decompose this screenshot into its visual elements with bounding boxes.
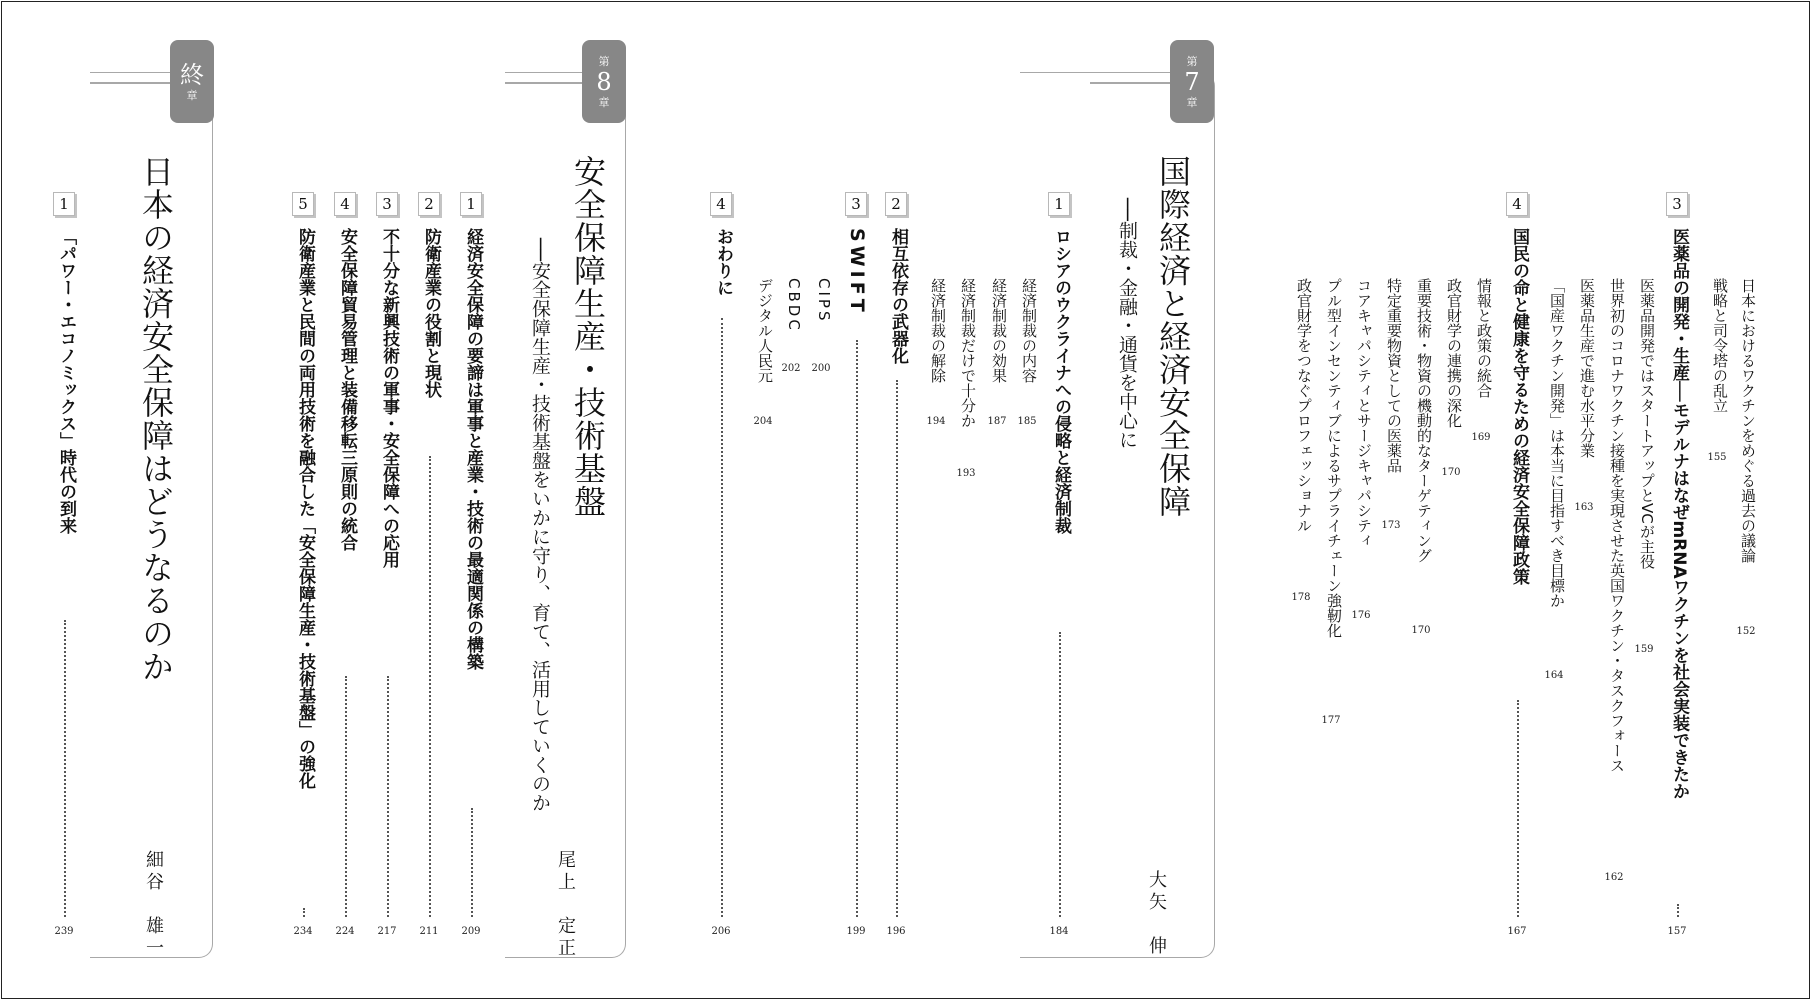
section-item[interactable]: 経済制裁の内容	[1020, 278, 1038, 383]
section-item[interactable]: 政官財学の連携の深化	[1445, 278, 1463, 428]
chapter-8-author: 尾上 定正	[555, 850, 576, 960]
section-number: 5	[292, 192, 314, 216]
page-number: 185	[1017, 416, 1037, 427]
section-item[interactable]: 経済制裁だけで十分か	[959, 278, 977, 428]
page-number: 196	[886, 926, 906, 937]
section-number: 2	[885, 192, 907, 216]
leader-dots	[429, 456, 431, 917]
section-title[interactable]: 防衛産業の役割と現状	[421, 228, 441, 398]
section-item[interactable]: 「国産ワクチン開発」は本当に目指すべき目標か	[1548, 278, 1566, 608]
section-item[interactable]: CIPS	[815, 278, 833, 324]
section-item[interactable]: 情報と政策の統合	[1475, 278, 1493, 398]
section-title[interactable]: 安全保障貿易管理と装備移転三原則の統合	[337, 228, 357, 551]
page-number: 202	[781, 363, 801, 374]
section-number: 4	[710, 192, 732, 216]
section-title[interactable]: 「パワー・エコノミックス」時代の到来	[56, 228, 76, 534]
section-item[interactable]: 経済制裁の効果	[990, 278, 1008, 383]
chapter-tab-suffix: 章	[186, 89, 198, 102]
chapter-tab-suffix: 章	[1186, 95, 1198, 109]
section-item[interactable]: コアキャパシティとサージキャパシティ	[1355, 278, 1373, 548]
section-item[interactable]: デジタル人民元	[756, 278, 774, 383]
chapter-7-author: 大矢 伸	[1146, 870, 1167, 958]
section-title[interactable]: 不十分な新興技術の軍事・安全保障への応用	[379, 228, 399, 568]
page-number: 200	[811, 363, 831, 374]
leader-dots	[471, 808, 473, 917]
section-title[interactable]: 医薬品の開発・生産──モデルナはなぜmRNAワクチンを社会実装できたか	[1669, 228, 1689, 800]
page-border	[1, 1, 1810, 999]
page-number: 239	[54, 926, 74, 937]
leader-dots	[1517, 700, 1519, 917]
final-chapter-title: 日本の経済安全保障はどうなるのか	[137, 155, 175, 683]
section-item[interactable]: 世界初のコロナワクチン接種を実現させた英国ワクチン・タスクフォース	[1608, 278, 1626, 773]
section-number: 1	[53, 192, 75, 216]
section-number: 1	[460, 192, 482, 216]
final-chapter-author: 細谷 雄一	[143, 850, 164, 960]
page-number: 184	[1049, 926, 1069, 937]
page-number: 173	[1381, 520, 1401, 531]
chapter-7-subtitle: ──制裁・金融・通貨を中心に	[1116, 198, 1138, 449]
page-number: 193	[956, 468, 976, 479]
chapter-7-title: 国際経済と経済安全保障	[1154, 155, 1192, 518]
leader-dots	[303, 908, 305, 917]
section-title[interactable]: 相互依存の武器化	[888, 228, 908, 364]
final-chapter-header-rule	[90, 82, 170, 84]
chapter-8-title: 安全保障生産・技術基盤	[569, 155, 607, 518]
page-number: 178	[1291, 592, 1311, 603]
final-chapter-tab	[170, 40, 214, 123]
section-item[interactable]: 経済制裁の解除	[929, 278, 947, 383]
section-title[interactable]: 防衛産業と民間の両用技術を融合した「安全保障生産・技術基盤」の強化	[295, 228, 315, 789]
page-number: 177	[1321, 715, 1341, 726]
page-number: 187	[987, 416, 1007, 427]
page-number: 155	[1707, 452, 1727, 463]
section-title[interactable]: SWIFT	[846, 228, 868, 316]
chapter-7-header-rule	[1090, 82, 1170, 84]
leader-dots	[387, 676, 389, 917]
page-number: 194	[926, 416, 946, 427]
page-number: 170	[1441, 467, 1461, 478]
page-number: 167	[1507, 926, 1527, 937]
section-title[interactable]: ロシアのウクライナへの侵略と経済制裁	[1051, 228, 1071, 534]
section-title[interactable]: おわりに	[713, 228, 733, 296]
leader-dots	[856, 340, 858, 917]
section-number: 4	[1506, 192, 1528, 216]
page-number: 152	[1736, 626, 1756, 637]
section-item[interactable]: 医薬品生産で進む水平分業	[1578, 278, 1596, 458]
leader-dots	[896, 380, 898, 917]
section-item[interactable]: 日本におけるワクチンをめぐる過去の議論	[1739, 278, 1757, 563]
page-number: 206	[711, 926, 731, 937]
section-item[interactable]: 戦略と司令塔の乱立	[1711, 278, 1729, 413]
section-item[interactable]: 政官財学をつなぐプロフェッショナル	[1295, 278, 1313, 533]
chapter-tab-suffix: 章	[598, 95, 610, 109]
chapter-7-tab	[1170, 40, 1214, 123]
page-number: 199	[846, 926, 866, 937]
section-number: 4	[334, 192, 356, 216]
section-number: 1	[1048, 192, 1070, 216]
section-item[interactable]: 医薬品開発ではスタートアップとVCが主役	[1638, 278, 1656, 569]
page-number: 209	[461, 926, 481, 937]
page-number: 211	[419, 926, 439, 937]
leader-dots	[721, 318, 723, 917]
page-number: 157	[1667, 926, 1687, 937]
chapter-tab-number: 7	[1184, 67, 1200, 96]
chapter-tab-number: 終	[180, 61, 204, 89]
section-item[interactable]: 特定重要物資としての医薬品	[1385, 278, 1403, 473]
page-number: 217	[377, 926, 397, 937]
chapter-8-subtitle: ──安全保障生産・技術基盤をいかに守り、育て、活用していくのか	[529, 238, 551, 812]
page-number: 204	[753, 416, 773, 427]
section-number: 3	[845, 192, 867, 216]
chapter-tab-prefix: 第	[1186, 54, 1198, 68]
section-title[interactable]: 国民の命と健康を守るための経済安全保障政策	[1509, 228, 1529, 585]
section-title[interactable]: 経済安全保障の要諦は軍事と産業・技術の最適関係の構築	[463, 228, 483, 670]
chapter-tab-prefix: 第	[598, 54, 610, 68]
section-number: 2	[418, 192, 440, 216]
leader-dots	[345, 676, 347, 917]
page-number: 224	[335, 926, 355, 937]
section-item[interactable]: プル型インセンティブによるサプライチェーン強靭化	[1325, 278, 1343, 638]
page-number: 159	[1634, 644, 1654, 655]
page-number: 163	[1574, 502, 1594, 513]
page-number: 176	[1351, 610, 1371, 621]
chapter-8-header-rule	[505, 82, 585, 84]
page-number: 164	[1544, 670, 1564, 681]
section-item[interactable]: CBDC	[785, 278, 803, 333]
chapter-8-tab	[582, 40, 626, 123]
leader-dots	[1059, 632, 1061, 917]
leader-dots	[64, 620, 66, 917]
page-number: 162	[1604, 872, 1624, 883]
leader-dots	[1677, 904, 1679, 917]
section-number: 3	[376, 192, 398, 216]
page-number: 169	[1471, 432, 1491, 443]
section-number: 3	[1666, 192, 1688, 216]
section-item[interactable]: 重要技術・物資の機動的なターゲティング	[1415, 278, 1433, 563]
chapter-tab-number: 8	[596, 67, 612, 96]
page-number: 170	[1411, 625, 1431, 636]
page-number: 234	[293, 926, 313, 937]
